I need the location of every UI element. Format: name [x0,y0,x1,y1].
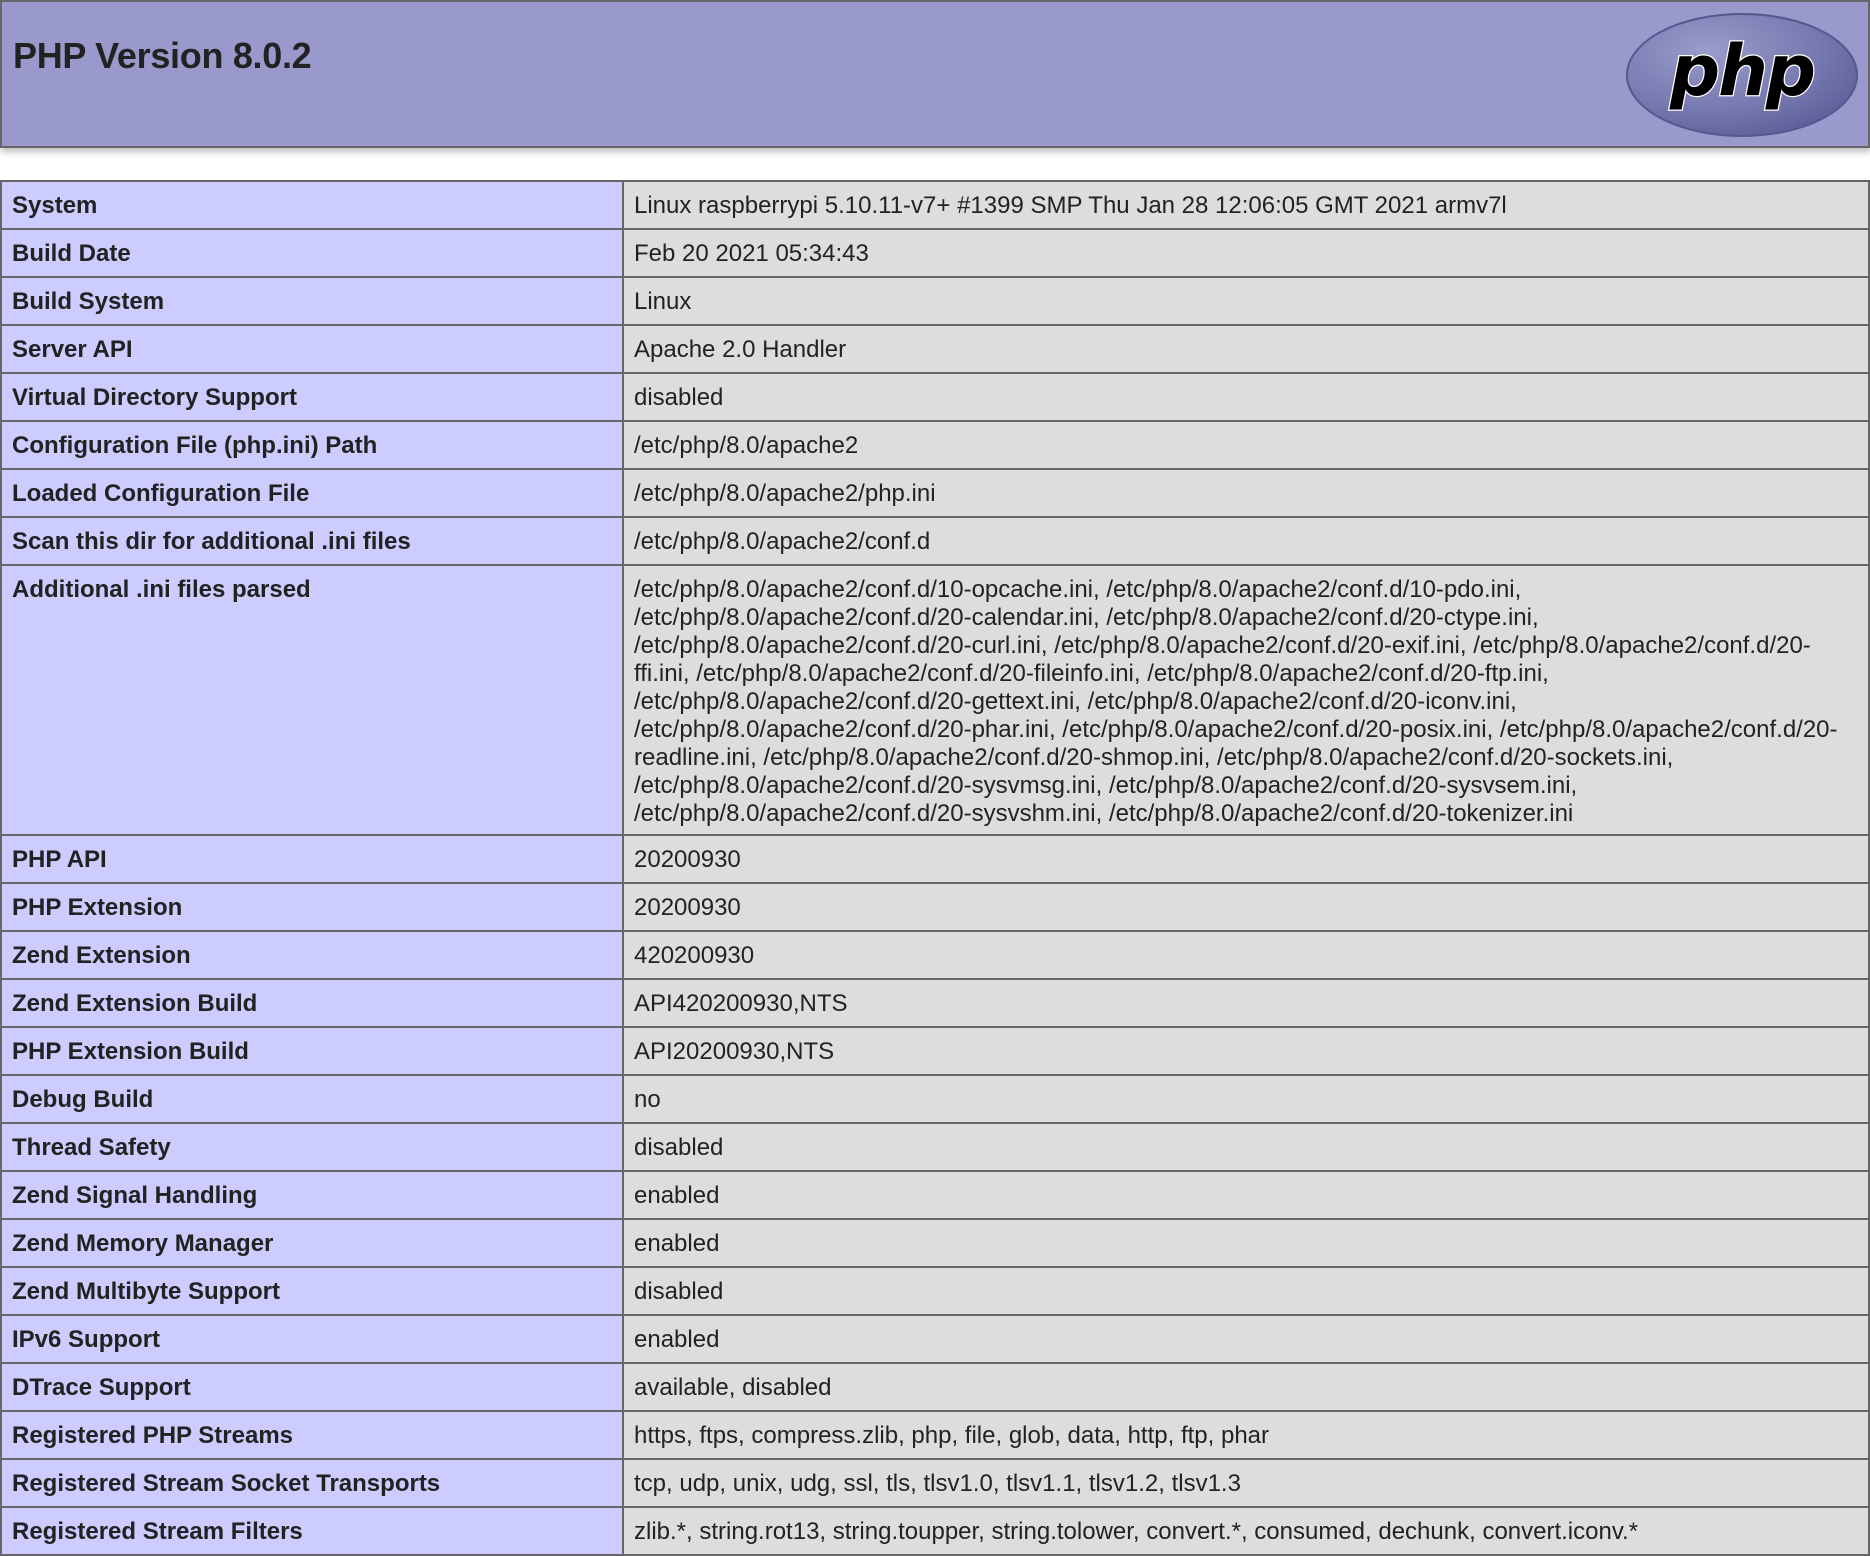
row-value: /etc/php/8.0/apache2/php.ini [623,469,1869,517]
row-key: Build System [1,277,623,325]
table-row [1,1459,1869,1507]
table-row [1,181,1869,229]
row-key: Loaded Configuration File [1,469,623,517]
row-value: 420200930 [623,931,1869,979]
php-logo-icon[interactable] [1624,11,1860,139]
row-key: Zend Multibyte Support [1,1267,623,1315]
row-value: /etc/php/8.0/apache2/conf.d [623,517,1869,565]
table-row [1,325,1869,373]
row-value: tcp, udp, unix, udg, ssl, tls, tlsv1.0, tlsv1.1, tlsv1.2, tlsv1.3 [623,1459,1869,1507]
row-value: disabled [623,1267,1869,1315]
table-row [1,1411,1869,1459]
page-title: PHP Version 8.0.2 [13,35,312,76]
row-key: Thread Safety [1,1123,623,1171]
row-key: PHP Extension [1,883,623,931]
row-key: PHP Extension Build [1,1027,623,1075]
row-value: available, disabled [623,1363,1869,1411]
row-key: System [1,181,623,229]
row-key: Debug Build [1,1075,623,1123]
table-row [1,373,1869,421]
row-value: Apache 2.0 Handler [623,325,1869,373]
row-value: /etc/php/8.0/apache2/conf.d/10-opcache.ini, /etc/php/8.0/apache2/conf.d/10-pdo.ini, /etc/php/8.0/apache2/conf.d/20-calendar.ini, /etc/php/8.0/apache2/conf.d/20-ctype.ini, /etc/php/8.0/apache2/conf.d/20-curl.ini, /etc/php/8.0/apache2/conf.d/20-exif.ini, /etc/php/8.0/apache2/conf.d/20-ffi.ini, /etc/php/8.0/apache2/conf.d/20-fileinfo.ini, /etc/php/8.0/apache2/conf.d/20-ftp.ini, /etc/php/8.0/apache2/conf.d/20-gettext.ini, /etc/php/8.0/apache2/conf.d/20-iconv.ini, /etc/php/8.0/apache2/conf.d/20-phar.ini, /etc/php/8.0/apache2/conf.d/20-posix.ini, /etc/php/8.0/apache2/conf.d/20-readline.ini, /etc/php/8.0/apache2/conf.d/20-shmop.ini, /etc/php/8.0/apache2/conf.d/20-sockets.ini, /etc/php/8.0/apache2/conf.d/20-sysvmsg.ini, /etc/php/8.0/apache2/conf.d/20-sysvsem.ini, /etc/php/8.0/apache2/conf.d/20-sysvshm.ini, /etc/php/8.0/apache2/conf.d/20-tokenizer.ini [623,565,1869,835]
row-value: zlib.*, string.rot13, string.toupper, string.tolower, convert.*, consumed, dechunk, convert.iconv.* [623,1507,1869,1555]
table-row [1,229,1869,277]
table-row [1,1315,1869,1363]
row-key: DTrace Support [1,1363,623,1411]
row-key: Scan this dir for additional .ini files [1,517,623,565]
table-row [1,931,1869,979]
page-header [0,0,1870,148]
table-row [1,421,1869,469]
table-row [1,277,1869,325]
table-row [1,1027,1869,1075]
svg-text:php: php [1669,30,1815,112]
row-key: Configuration File (php.ini) Path [1,421,623,469]
row-value: enabled [623,1219,1869,1267]
table-row [1,979,1869,1027]
table-row [1,565,1869,835]
row-value: https, ftps, compress.zlib, php, file, glob, data, http, ftp, phar [623,1411,1869,1459]
info-table [0,180,1870,1556]
row-key: Additional .ini files parsed [1,565,623,835]
row-value: API420200930,NTS [623,979,1869,1027]
row-value: disabled [623,1123,1869,1171]
row-value: enabled [623,1315,1869,1363]
table-row [1,1219,1869,1267]
table-row [1,835,1869,883]
row-key: Registered Stream Socket Transports [1,1459,623,1507]
table-row [1,1363,1869,1411]
table-row [1,883,1869,931]
row-value: Feb 20 2021 05:34:43 [623,229,1869,277]
table-row [1,1267,1869,1315]
row-key: Virtual Directory Support [1,373,623,421]
row-value: disabled [623,373,1869,421]
row-key: Registered Stream Filters [1,1507,623,1555]
table-row [1,1171,1869,1219]
row-value: enabled [623,1171,1869,1219]
row-value: Linux [623,277,1869,325]
row-key: Server API [1,325,623,373]
row-value: 20200930 [623,883,1869,931]
row-key: Build Date [1,229,623,277]
row-key: Zend Extension [1,931,623,979]
row-value: Linux raspberrypi 5.10.11-v7+ #1399 SMP Thu Jan 28 12:06:05 GMT 2021 armv7l [623,181,1869,229]
table-row [1,469,1869,517]
row-key: PHP API [1,835,623,883]
row-key: Registered PHP Streams [1,1411,623,1459]
row-value: 20200930 [623,835,1869,883]
table-row [1,1507,1869,1555]
table-row [1,1075,1869,1123]
row-key: IPv6 Support [1,1315,623,1363]
table-row [1,517,1869,565]
table-row [1,1123,1869,1171]
row-key: Zend Extension Build [1,979,623,1027]
row-key: Zend Signal Handling [1,1171,623,1219]
row-value: /etc/php/8.0/apache2 [623,421,1869,469]
row-value: no [623,1075,1869,1123]
row-value: API20200930,NTS [623,1027,1869,1075]
row-key: Zend Memory Manager [1,1219,623,1267]
